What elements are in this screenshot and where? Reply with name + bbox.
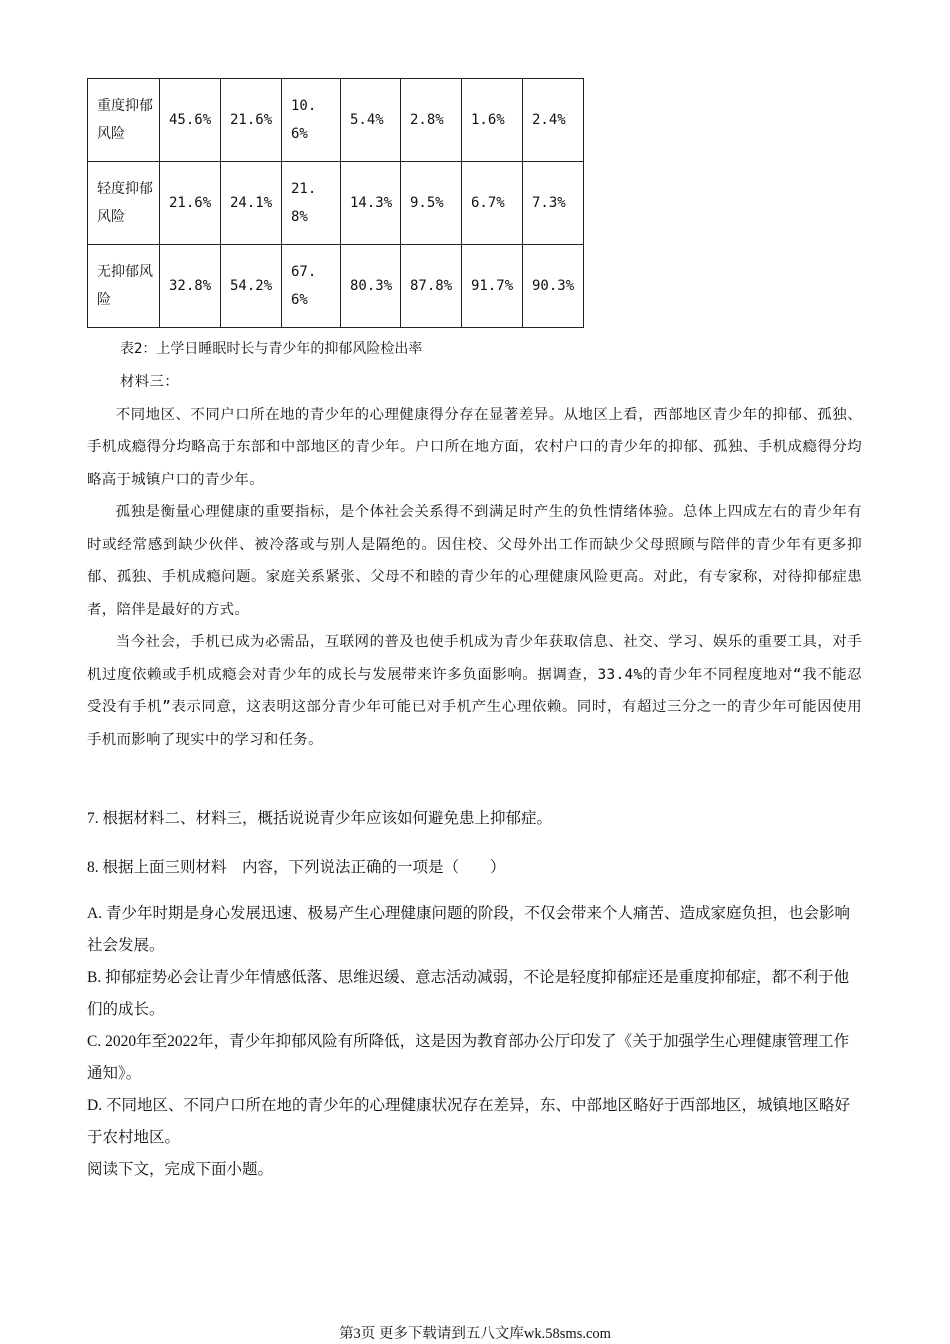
table-cell: 5.4% — [341, 79, 401, 162]
table-row — [88, 79, 584, 162]
table-caption: 表2：上学日睡眠时长与青少年的抑郁风险检出率 — [120, 341, 423, 357]
row-header: 重度抑郁风险 — [88, 79, 160, 162]
table-row — [88, 162, 584, 245]
table-cell: 14.3% — [341, 162, 401, 245]
page-footer: 第3页 更多下载请到五八文库wk.58sms.com — [339, 1326, 611, 1342]
table-cell: 90.3% — [523, 245, 584, 328]
table-cell: 45.6% — [160, 79, 221, 162]
paragraph: 当今社会，手机已成为必需品，互联网的普及也使手机成为青少年获取信息、社交、学习、娱乐的重要工具，对手机过度依赖或手机成瘾会对青少年的成长与发展带来许多负面影响。据调查，33.4%的青少年不同程度地对“我不能忍受没有手机”表示同意，这表明这部分青少年可能已对手机产生心理依赖。同时，有超过三分之一的青少年可能因使用手机而影响了现实中的学习和任务。 — [87, 634, 862, 748]
table-cell: 9.5% — [401, 162, 462, 245]
table-cell: 24.1% — [221, 162, 282, 245]
table-cell: 54.2% — [221, 245, 282, 328]
material-three — [87, 366, 862, 756]
option-b: B. 抑郁症势必会让青少年情感低落、思维迟缓、意志活动减弱，不论是轻度抑郁症还是重度抑郁症，都不利于他们的成长。 — [87, 969, 850, 1018]
table-cell: 1.6% — [462, 79, 523, 162]
table-cell: 21.6% — [221, 79, 282, 162]
row-header: 轻度抑郁风险 — [88, 162, 160, 245]
table-cell: 87.8% — [401, 245, 462, 328]
table-cell: 67.6% — [282, 245, 341, 328]
question-7: 7. 根据材料二、材料三，概括说说青少年应该如何避免患上抑郁症。 — [87, 810, 553, 827]
table-cell: 91.7% — [462, 245, 523, 328]
option-a: A. 青少年时期是身心发展迅速、极易产生心理健康问题的阶段，不仅会带来个人痛苦、造成家庭负担，也会影响社会发展。 — [87, 905, 850, 954]
table-cell: 32.8% — [160, 245, 221, 328]
table-cell: 10.6% — [282, 79, 341, 162]
table-cell: 2.4% — [523, 79, 584, 162]
table-row — [88, 245, 584, 328]
option-d: D. 不同地区、不同户口所在地的青少年的心理健康状况存在差异，东、中部地区略好于西部地区，城镇地区略好于农村地区。 — [87, 1097, 850, 1146]
reading-prompt: 阅读下文，完成下面小题。 — [87, 1161, 274, 1178]
option-c: C. 2020年至2022年，青少年抑郁风险有所降低，这是因为教育部办公厅印发了《关于加强学生心理健康管理工作 通知》。 — [87, 1033, 865, 1082]
row-header: 无抑郁风险 — [88, 245, 160, 328]
paragraph: 不同地区、不同户口所在地的青少年的心理健康得分存在显著差异。从地区上看，西部地区青少年的抑郁、孤独、手机成瘾得分均略高于东部和中部地区的青少年。户口所在地方面，农村户口的青少年的抑郁、孤独、手机成瘾得分均略高于城镇户口的青少年。 — [87, 406, 862, 488]
paragraph: 孤独是衡量心理健康的重要指标，是个体社会关系得不到满足时产生的负性情绪体验。总体上四成左右的青少年有时或经常感到缺少伙伴、被冷落或与别人是隔绝的。因住校、父母外出工作而缺少父母照顾与陪伴的青少年有更多抑郁、孤独、手机成瘾问题。家庭关系紧张、父母不和睦的青少年的心理健康风险更高。对此，有专家称，对待抑郁症患者，陪伴是最好的方式。 — [87, 504, 862, 618]
material-heading: 材料三： — [120, 374, 179, 390]
table-cell: 21.8% — [282, 162, 341, 245]
table-cell: 7.3% — [523, 162, 584, 245]
table-cell: 2.8% — [401, 79, 462, 162]
question-8-options — [87, 898, 865, 1186]
question-8-stem: 8. 根据上面三则材料 内容，下列说法正确的一项是（ ） — [87, 859, 506, 876]
table-cell: 6.7% — [462, 162, 523, 245]
sleep-depression-table — [87, 78, 584, 328]
table-cell: 21.6% — [160, 162, 221, 245]
table-cell: 80.3% — [341, 245, 401, 328]
